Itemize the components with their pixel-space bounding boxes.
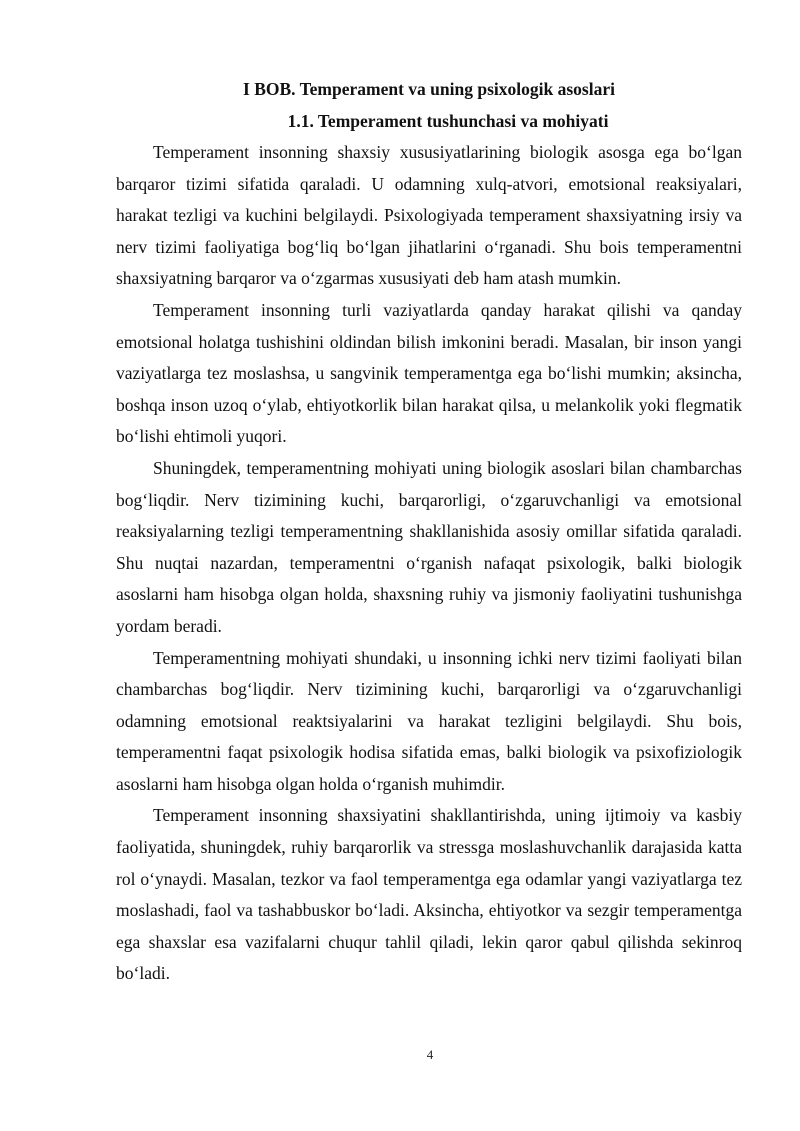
paragraph-2: Temperament insonning turli vaziyatlarda qanday harakat qilishi va qanday emotsional holatga tushishini oldindan bilish imkonini beradi. Masalan, bir inson yangi vaziyatlarga tez moslashsa, u sangvinik temperamentga ega bo‘lishi mumkin; aksincha, boshqa inson uzoq o‘ylab, ehtiyotkorlik bilan harakat qilsa, u melankolik yoki flegmatik bo‘lishi ehtimoli yuqori. [116,299,742,447]
chapter-title: I BOB. Temperament va uning psixologik asoslari [243,79,615,99]
paragraph-4: Temperamentning mohiyati shundaki, u insonning ichki nerv tizimi faoliyati bilan chambarchas bog‘liqdir. Nerv tizimining kuchi, barqarorligi va o‘zgaruvchanligi odamning emotsional reaktsiyalarini va harakat tezligini belgilaydi. Shu bois, temperamentni faqat psixologik hodisa sifatida emas, balki biologik va psixofiziologik asoslarni ham hisobga olgan holda o‘rganish muhimdir. [116,647,742,794]
paragraph-1: Temperament insonning shaxsiy xususiyatlarining biologik asosga ega bo‘lgan barqaror tizimi sifatida qaraladi. U odamning xulq-atvori, emotsional reaksiyalari, harakat tezligi va kuchini belgilaydi. Psixologiyada temperament shaxsiyatning irsiy va nerv tizimi faoliyatiga bog‘liq bo‘lgan jihatlarini o‘rganadi. Shu bois temperamentni shaxsiyatning barqaror va o‘zgarmas xususiyati deb ham atash mumkin. [116,142,742,289]
section-title: 1.1. Temperament tushunchasi va mohiyati [287,111,609,131]
document-page [116,73,742,990]
paragraph-5: Temperament insonning shaxsiyatini shakllantirishda, uning ijtimoiy va kasbiy faoliyatida, shuningdek, ruhiy barqarorlik va stressga moslashuvchanlik darajasida katta rol o‘ynaydi. Masalan, tezkor va faol temperamentga ega odamlar yangi vaziyatlarga tez moslashadi, faol va tashabbuskor bo‘ladi. Aksincha, ehtiyotkor va sezgir temperamentga ega shaxslar esa vazifalarni chuqur tahlil qiladi, lekin qaror qabul qilishda sekinroq bo‘ladi. [116,805,742,984]
page-number: 4 [426,1047,434,1062]
paragraph-3: Shuningdek, temperamentning mohiyati uning biologik asoslari bilan chambarchas bog‘liqdir. Nerv tizimining kuchi, barqarorligi, o‘zgaruvchanligi va emotsional reaksiyalarning tezligi temperamentning shakllanishida asosiy omillar sifatida qaraladi. Shu nuqtai nazardan, temperamentni o‘rganish nafaqat psixologik, balki biologik asoslarni ham hisobga olgan holda, shaxsning ruhiy va jismoniy faoliyatini tushunishga yordam beradi. [116,457,742,636]
